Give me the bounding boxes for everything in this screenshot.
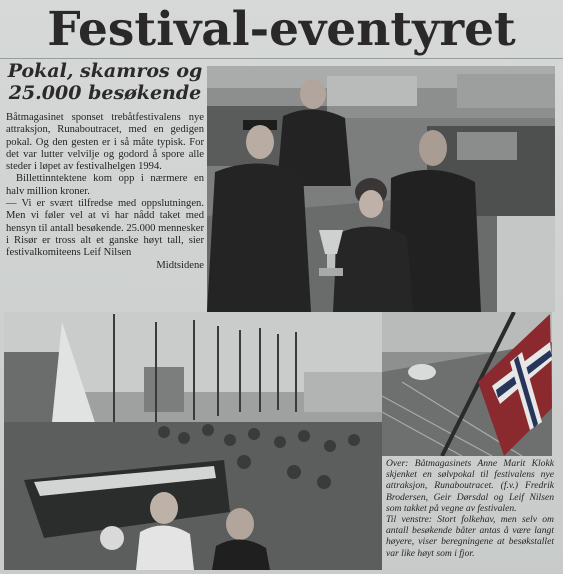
headline: Festival-eventyret	[47, 2, 516, 57]
subheadline	[6, 60, 204, 104]
photo-captions	[386, 458, 554, 559]
caption-over: Over: Båtmagasinets Anne Marit Klokk skjenket en sølvpokal til festivalens nye attraksjon, Runaboutracet. (f.v.) Fredrik Brodersen, Geir Dørsdal og Leif Nilsen som takket på vegne av festivalen.	[386, 458, 554, 514]
article-page-reference: Midtsidene	[156, 259, 204, 271]
caption-left: Til venstre: Stort folkehav, men selv om antall besøkende båter antas å være langt høyere, viser beregningene at besøkstallet var like høyt som i fjor.	[386, 514, 554, 559]
photo-harbour-crowd	[4, 312, 382, 570]
subheadline-line-1: Pokal, skamros og	[7, 60, 203, 82]
article-paragraph-2: Billettinntektene kom opp i nærmere en halv million kroner.	[6, 173, 204, 197]
article-paragraph-1: Båtmagasinet sponset trebåtfestivalens nye attraksjon, Runaboutracet, med en gedigen pokal. Og den gesten er i så måte typisk. For det var lutter velvilje og godord å spore alle steder i løpet av festivalhelgen 1994.	[6, 112, 204, 173]
article-body	[6, 112, 204, 272]
article-paragraph-3: — Vi er svært tilfredse med oppslutningen. Men vi føler vel at vi har nådd taket med hensyn til antall besøkende. 25.000 mennesker i Risør er tross alt et ganske høyt tall, sier festivalkomiteens Leif Nilsen	[6, 198, 204, 259]
headline-rule	[0, 58, 563, 59]
photo-trophy-group	[207, 66, 555, 312]
photo-flag-on-boat	[382, 312, 552, 456]
subheadline-line-2: 25.000 besøkende	[8, 82, 202, 104]
